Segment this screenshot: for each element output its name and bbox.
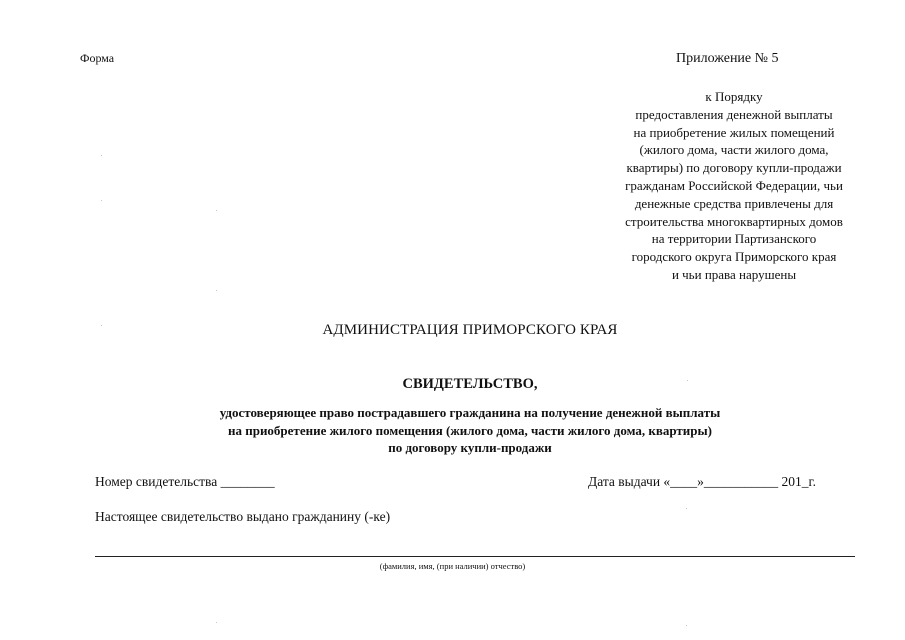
scan-speck xyxy=(101,200,102,201)
appendix-line: и чьи права нарушены xyxy=(671,266,797,282)
scan-speck xyxy=(216,210,217,211)
name-underline xyxy=(95,556,855,557)
appendix-line: к Порядку xyxy=(705,89,763,104)
form-label: Форма xyxy=(80,51,115,65)
appendix-line: на территории Партизанского xyxy=(651,231,817,247)
issued-to-statement: Настоящее свидетельство выдано гражданину (-ке) xyxy=(95,509,391,524)
scan-speck xyxy=(101,155,102,156)
appendix-line: предоставления денежной выплаты xyxy=(635,106,833,122)
certificate-title: СВИДЕТЕЛЬСТВО, xyxy=(402,376,538,392)
scan-speck xyxy=(686,508,687,509)
subtitle-line: удостоверяющее право пострадавшего гражданина на получение денежной выплаты xyxy=(219,405,721,420)
appendix-line: городского округа Приморского края xyxy=(631,249,837,265)
appendix-line: гражданам Российской Федерации, чьи xyxy=(625,177,843,193)
scan-speck xyxy=(216,290,217,291)
appendix-line: денежные средства привлечены для xyxy=(634,195,834,211)
certificate-subtitle xyxy=(0,404,905,457)
appendix-text xyxy=(600,88,868,284)
scan-speck xyxy=(687,380,688,381)
appendix-line: квартиры) по договору купли-продажи xyxy=(626,160,842,176)
scan-speck xyxy=(101,325,102,326)
subtitle-line: на приобретение жилого помещения (жилого дома, части жилого дома, квартиры) xyxy=(227,422,712,438)
certificate-number-field: Номер свидетельства ________ xyxy=(95,474,275,489)
scan-speck xyxy=(686,625,687,626)
scan-speck xyxy=(216,622,217,623)
name-caption: (фамилия, имя, (при наличии) отчество) xyxy=(379,561,526,571)
appendix-line: (жилого дома, части жилого дома, xyxy=(639,142,829,158)
appendix-line: на приобретение жилых помещений xyxy=(633,124,835,140)
subtitle-line: по договору купли-продажи xyxy=(388,440,552,455)
issuing-authority: АДМИНИСТРАЦИЯ ПРИМОРСКОГО КРАЯ xyxy=(322,322,618,338)
issue-date-field: Дата выдачи «____»___________ 201_г. xyxy=(588,474,816,489)
appendix-line: строительства многоквартирных домов xyxy=(625,213,843,229)
appendix-title: Приложение № 5 xyxy=(676,51,779,66)
